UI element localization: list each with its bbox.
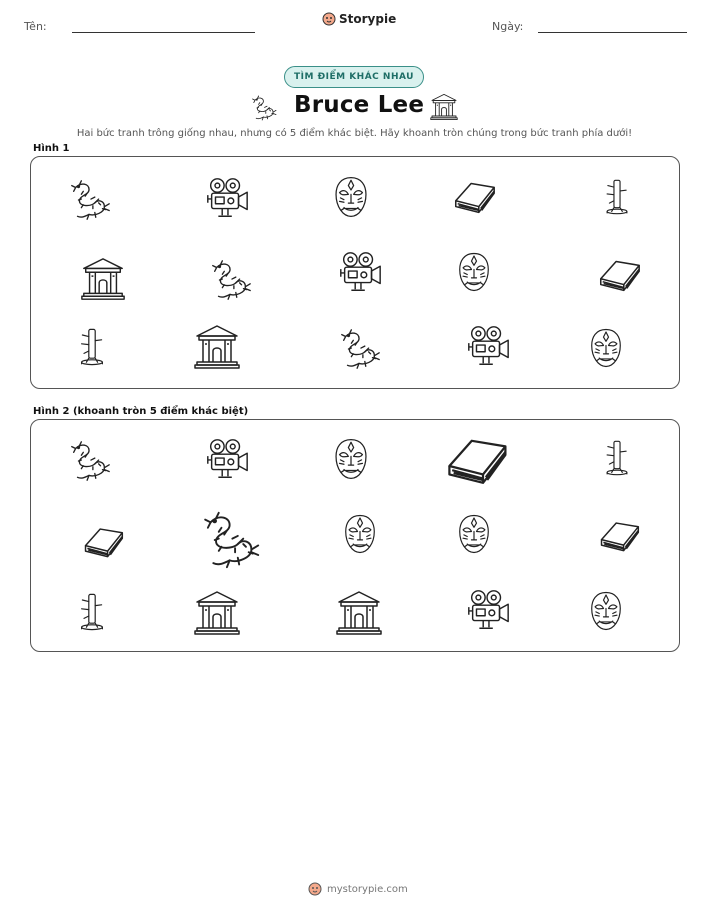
storypie-logo-icon [322, 12, 336, 26]
name-label: Tên: [24, 20, 47, 33]
opera-mask-icon[interactable] [453, 510, 495, 558]
storypie-logo-icon [308, 882, 322, 896]
wooden-dummy-icon[interactable] [598, 174, 636, 220]
opera-mask-icon[interactable] [585, 324, 627, 372]
dragon-icon[interactable] [207, 256, 255, 304]
date-line[interactable] [538, 32, 687, 33]
dragon-icon [249, 93, 279, 123]
wooden-dummy-icon[interactable] [72, 323, 112, 371]
temple-icon [429, 92, 459, 122]
book-icon[interactable] [449, 172, 499, 220]
book-icon[interactable] [438, 424, 514, 494]
brand [322, 12, 396, 26]
opera-mask-icon[interactable] [339, 510, 381, 558]
footer [308, 882, 408, 896]
dragon-icon[interactable] [336, 325, 384, 373]
dragon-icon[interactable] [66, 176, 114, 224]
activity-badge: TÌM ĐIỂM KHÁC NHAU [284, 66, 424, 88]
name-line[interactable] [72, 32, 255, 33]
temple-icon[interactable] [192, 322, 242, 372]
opera-mask-icon[interactable] [329, 174, 373, 220]
instructions: Hai bức tranh trông giống nhau, nhưng có 5 điểm khác biệt. Hãy khoanh tròn chúng trong bức tranh phía dưới! [76, 128, 633, 139]
opera-mask-icon[interactable] [329, 436, 373, 482]
film-camera-icon[interactable] [203, 174, 251, 222]
footer-url[interactable]: mystorypie.com [327, 883, 408, 895]
book-icon[interactable] [78, 518, 128, 564]
film-camera-icon[interactable] [335, 248, 385, 296]
dragon-icon[interactable] [66, 437, 114, 485]
temple-icon[interactable] [334, 588, 384, 638]
temple-icon[interactable] [192, 588, 242, 638]
picture-2-label: Hình 2 (khoanh tròn 5 điểm khác biệt) [33, 406, 249, 417]
picture-1-label: Hình 1 [33, 143, 70, 154]
date-label: Ngày: [492, 20, 524, 33]
wooden-dummy-icon[interactable] [598, 435, 636, 481]
film-camera-icon[interactable] [463, 586, 513, 634]
page-title: Bruce Lee [294, 92, 425, 118]
opera-mask-icon[interactable] [585, 587, 627, 635]
book-icon[interactable] [594, 250, 644, 298]
book-icon[interactable] [594, 512, 644, 558]
wooden-dummy-icon[interactable] [72, 588, 112, 636]
film-camera-icon[interactable] [463, 322, 513, 370]
opera-mask-icon[interactable] [453, 248, 495, 296]
brand-name: Storypie [339, 12, 397, 26]
film-camera-icon[interactable] [203, 435, 251, 483]
temple-icon[interactable] [78, 255, 128, 303]
dragon-icon[interactable] [197, 506, 265, 574]
